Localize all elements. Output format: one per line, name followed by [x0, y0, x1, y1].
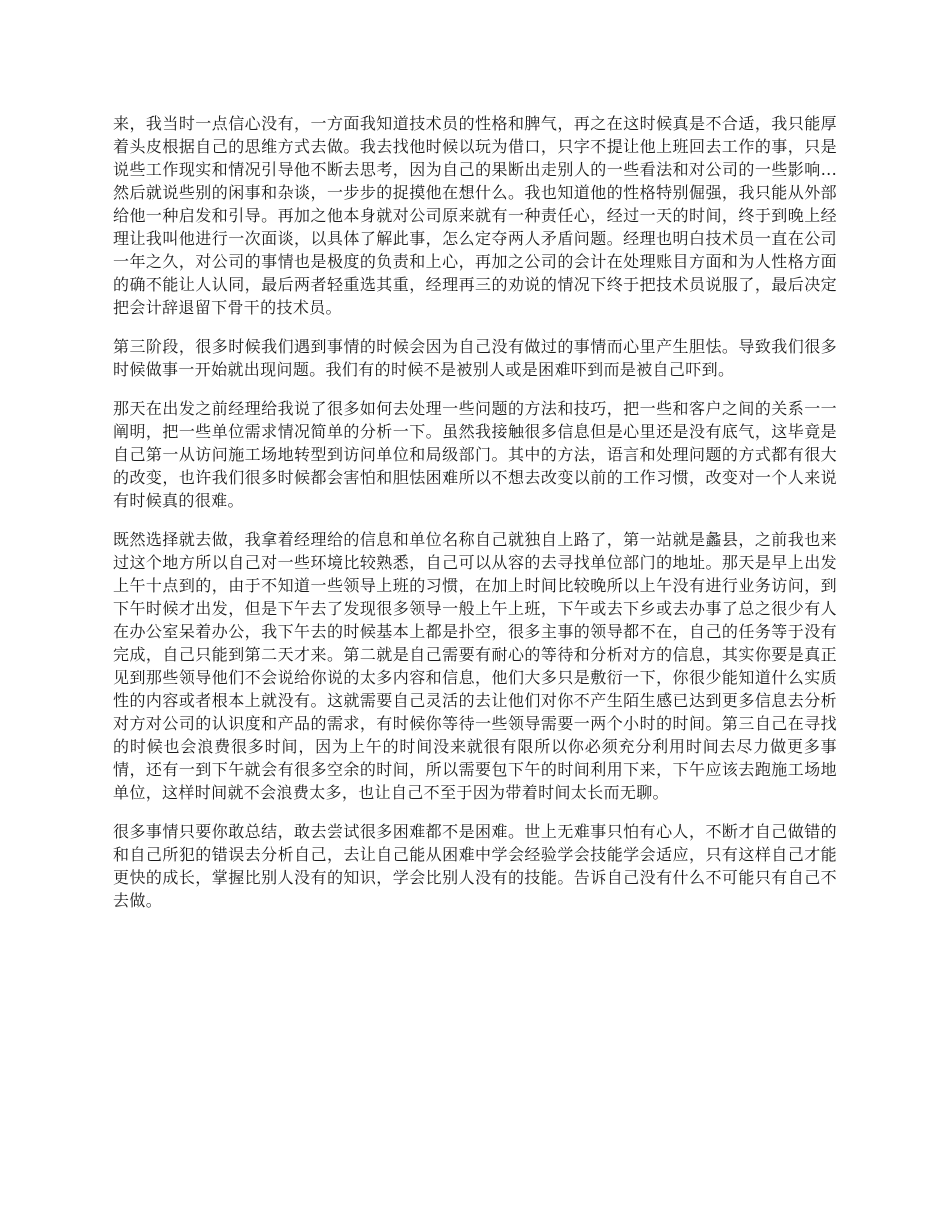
paragraph-3: 那天在出发之前经理给我说了很多如何去处理一些问题的方法和技巧，把一些和客户之间的关系一一阐明，把一些单位需求情况简单的分析一下。虽然我接触很多信息但是心里还是没有底气，这毕竟是自己第一从访问施工场地转型到访问单位和局级部门。其中的方法，语言和处理问题的方式都有很大的改变，也许我们很多时候都会害怕和胆怯困难所以不想去改变以前的工作习惯，改变对一个人来说有时候真的很难。: [113, 399, 837, 510]
paragraph-2: 第三阶段，很多时候我们遇到事情的时候会因为自己没有做过的事情而心里产生胆怯。导致我们很多时候做事一开始就出现问题。我们有的时候不是被别人或是困难吓到而是被自己吓到。: [113, 337, 837, 379]
paragraph-1: 来，我当时一点信心没有，一方面我知道技术员的性格和脾气，再之在这时候真是不合适，我只能厚着头皮根据自己的思维方式去做。我去找他时候以玩为借口，只字不提让他上班回去工作的事，只是说些工作现实和情况引导他不断去思考，因为自己的果断出走别人的一些看法和对公司的一些影响...然后就说些别的闲事和杂谈，一步步的捉摸他在想什么。我也知道他的性格特别倔强，我只能从外部给他一种启发和引导。再加之他本身就对公司原来就有一种责任心，经过一天的时间，终于到晚上经理让我叫他进行一次面谈，以具体了解此事，怎么定夺两人矛盾问题。经理也明白技术员一直在公司一年之久，对公司的事情也是极度的负责和上心，再加之公司的会计在处理账目方面和为人性格方面的确不能让人认同，最后两者轻重选其重，经理再三的劝说的情况下终于把技术员说服了，最后决定把会计辞退留下骨干的技术员。: [113, 114, 837, 317]
paragraph-4: 既然选择就去做，我拿着经理给的信息和单位名称自己就独自上路了，第一站就是蠡县，之前我也来过这个地方所以自己对一些环境比较熟悉，自己可以从容的去寻找单位部门的地址。那天是早上出发上午十点到的，由于不知道一些领导上班的习惯，在加上时间比较晚所以上午没有进行业务访问，到下午时候才出发，但是下午去了发现很多领导一般上午上班，下午或去下乡或去办事了总之很少有人在办公室呆着办公，我下午去的时候基本上都是扑空，很多主事的领导都不在，自己的任务等于没有完成，自己只能到第二天才来。第二就是自己需要有耐心的等待和分析对方的信息，其实你要是真正见到那些领导他们不会说给你说的太多内容和信息，他们大多只是敷衍一下，你很少能知道什么实质性的内容或者根本上就没有。这就需要自己灵活的去让他们对你不产生陌生感已达到更多信息去分析对方对公司的认识度和产品的需求，有时候你等待一些领导需要一两个小时的时间。第三自己在寻找的时候也会浪费很多时间，因为上午的时间没来就很有限所以你必须充分利用时间去尽力做更多事情，还有一到下午就会有很多空余的时间，所以需要包下午的时间利用下来，下午应该去跑施工场地单位，这样时间就不会浪费太多，也让自己不至于因为带着时间太长而无聊。: [113, 530, 837, 802]
document-page: [113, 112, 837, 928]
paragraph-5: 很多事情只要你敢总结，敢去尝试很多困难都不是困难。世上无难事只怕有心人，不断才自己做错的和自己所犯的错误去分析自己，去让自己能从困难中学会经验学会技能学会适应，只有这样自己才能更快的成长，掌握比别人没有的知识，学会比别人没有的技能。告诉自己没有什么不可能只有自己不去做。: [113, 822, 837, 910]
